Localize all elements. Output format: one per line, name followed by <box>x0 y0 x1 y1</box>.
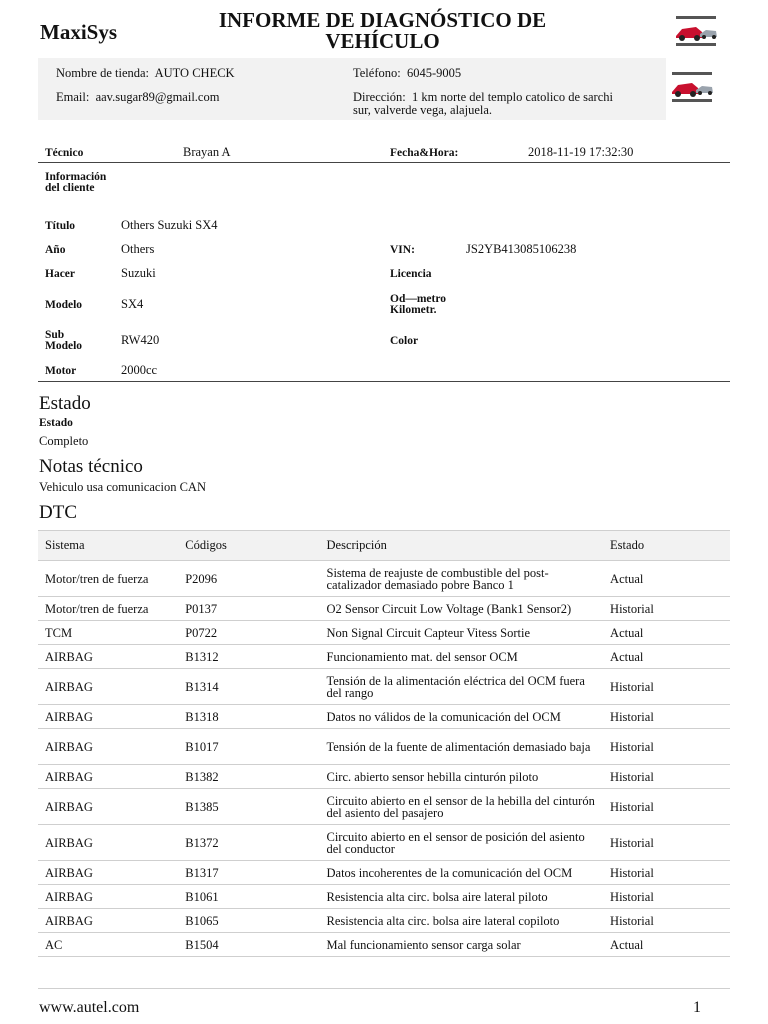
shop-name-label: Nombre de tienda: <box>56 66 150 80</box>
vehicle-title-label: Título <box>45 220 76 232</box>
technician-label: Técnico <box>45 147 84 159</box>
table-row <box>38 645 730 669</box>
datetime-value: 2018-11-19 17:32:30 <box>528 145 634 159</box>
cell-system: AIRBAG <box>38 789 178 825</box>
cell-system: AIRBAG <box>38 825 178 861</box>
cell-status: Actual <box>603 933 730 957</box>
page-number: 1 <box>693 999 701 1016</box>
cell-code: B1065 <box>178 909 319 933</box>
footer-url[interactable]: www.autel.com <box>39 999 140 1016</box>
cell-status: Actual <box>603 621 730 645</box>
table-row <box>38 909 730 933</box>
cell-code: B1314 <box>178 669 319 705</box>
shop-name-row <box>56 67 235 80</box>
shop-address-row <box>353 91 628 117</box>
cell-code: P0137 <box>178 597 319 621</box>
cell-status: Actual <box>603 645 730 669</box>
table-row <box>38 789 730 825</box>
cell-code: P2096 <box>178 561 319 597</box>
cell-system: AIRBAG <box>38 729 178 765</box>
cell-status: Historial <box>603 705 730 729</box>
cell-code: B1372 <box>178 825 319 861</box>
cell-description: Non Signal Circuit Capteur Vitess Sortie <box>320 621 604 645</box>
shop-email-row <box>56 91 219 104</box>
notes-text: Vehiculo usa comunicacion CAN <box>39 480 206 494</box>
shop-phone-label: Teléfono: <box>353 66 401 80</box>
cell-system: AIRBAG <box>38 885 178 909</box>
column-header-description: Descripción <box>320 531 604 561</box>
table-row <box>38 861 730 885</box>
cell-system: Motor/tren de fuerza <box>38 561 178 597</box>
cell-code: B1017 <box>178 729 319 765</box>
vehicle-title-value: Others Suzuki SX4 <box>121 218 218 232</box>
cell-code: P0722 <box>178 621 319 645</box>
shop-name: AUTO CHECK <box>154 66 235 80</box>
dtc-table <box>38 530 730 957</box>
cell-status: Actual <box>603 561 730 597</box>
divider-top <box>38 162 730 163</box>
shop-phone-row <box>353 67 461 80</box>
table-row <box>38 705 730 729</box>
cell-description: Mal funcionamiento sensor carga solar <box>320 933 604 957</box>
dtc-header-row <box>38 531 730 561</box>
cell-status: Historial <box>603 789 730 825</box>
table-row <box>38 621 730 645</box>
datetime-label: Fecha&Hora: <box>390 147 459 159</box>
cell-description: Datos incoherentes de la comunicación del OCM <box>320 861 604 885</box>
table-row <box>38 669 730 705</box>
license-label: Licencia <box>390 268 432 280</box>
cell-description: Funcionamiento mat. del sensor OCM <box>320 645 604 669</box>
vin-label: VIN: <box>390 244 415 256</box>
cell-description: Tensión de la fuente de alimentación demasiado baja <box>320 729 604 765</box>
table-row <box>38 825 730 861</box>
cell-status: Historial <box>603 909 730 933</box>
cell-code: B1317 <box>178 861 319 885</box>
cell-description: Resistencia alta circ. bolsa aire lateral piloto <box>320 885 604 909</box>
cell-description: O2 Sensor Circuit Low Voltage (Bank1 Sensor2) <box>320 597 604 621</box>
cell-description: Tensión de la alimentación eléctrica del OCM fuera del rango <box>320 669 604 705</box>
cell-description: Circuito abierto en el sensor de la hebilla del cinturón del asiento del pasajero <box>320 789 604 825</box>
cell-status: Historial <box>603 597 730 621</box>
shop-email: aav.sugar89@gmail.com <box>95 90 220 104</box>
customer-info-label: Información del cliente <box>45 171 107 194</box>
status-label: Estado <box>39 417 73 429</box>
shop-phone: 6045-9005 <box>406 66 462 80</box>
engine-label: Motor <box>45 365 77 377</box>
year-label: Año <box>45 244 66 256</box>
odometer-label: Od—metro Kilometr. <box>390 293 447 316</box>
column-header-status: Estado <box>603 531 730 561</box>
table-row <box>38 933 730 957</box>
year-value: Others <box>121 242 155 256</box>
model-label: Modelo <box>45 299 83 311</box>
table-row <box>38 561 730 597</box>
cell-system: AIRBAG <box>38 765 178 789</box>
cell-status: Historial <box>603 885 730 909</box>
table-row <box>38 885 730 909</box>
notes-heading: Notas técnico <box>39 456 143 477</box>
shop-info <box>38 58 730 120</box>
table-row <box>38 765 730 789</box>
cell-code: B1312 <box>178 645 319 669</box>
cell-code: B1504 <box>178 933 319 957</box>
cell-description: Sistema de reajuste de combustible del post-catalizador demasiado pobre Banco 1 <box>320 561 604 597</box>
status-value: Completo <box>39 434 89 448</box>
divider-vehicle <box>38 381 730 382</box>
column-header-system: Sistema <box>38 531 178 561</box>
make-label: Hacer <box>45 268 76 280</box>
make-value: Suzuki <box>121 266 156 280</box>
cell-status: Historial <box>603 825 730 861</box>
cell-status: Historial <box>603 669 730 705</box>
cell-system: AIRBAG <box>38 909 178 933</box>
cell-system: Motor/tren de fuerza <box>38 597 178 621</box>
table-row <box>38 729 730 765</box>
technician-value: Brayan A <box>183 145 231 159</box>
color-label: Color <box>390 335 419 347</box>
brand-name: MaxiSys <box>40 20 118 44</box>
cell-code: B1385 <box>178 789 319 825</box>
report-title: INFORME DE DIAGNÓSTICO DE VEHÍCULO <box>218 8 547 53</box>
cell-description: Circuito abierto en el sensor de posición del asiento del conductor <box>320 825 604 861</box>
model-value: SX4 <box>121 297 144 311</box>
car-logo-icon <box>672 14 720 48</box>
dtc-heading: DTC <box>39 502 77 523</box>
shop-address-label: Dirección: <box>353 90 406 104</box>
footer-divider <box>38 988 730 989</box>
cell-status: Historial <box>603 729 730 765</box>
cell-status: Historial <box>603 861 730 885</box>
cell-status: Historial <box>603 765 730 789</box>
shop-email-label: Email: <box>56 90 90 104</box>
cell-system: AIRBAG <box>38 705 178 729</box>
cell-system: AIRBAG <box>38 669 178 705</box>
cell-code: B1382 <box>178 765 319 789</box>
shop-logo-icon <box>668 70 716 104</box>
cell-description: Datos no válidos de la comunicación del OCM <box>320 705 604 729</box>
column-header-code: Códigos <box>178 531 319 561</box>
cell-code: B1318 <box>178 705 319 729</box>
cell-description: Resistencia alta circ. bolsa aire lateral copiloto <box>320 909 604 933</box>
submodel-label: Sub Modelo <box>45 329 83 352</box>
vin-value: JS2YB413085106238 <box>466 242 577 256</box>
cell-system: AIRBAG <box>38 645 178 669</box>
table-row <box>38 597 730 621</box>
shop-address: 1 km norte del templo catolico de sarchi sur, valverde vega, alajuela. <box>353 90 613 117</box>
cell-system: AC <box>38 933 178 957</box>
submodel-value: RW420 <box>121 333 160 347</box>
cell-description: Circ. abierto sensor hebilla cinturón piloto <box>320 765 604 789</box>
engine-value: 2000cc <box>121 363 158 377</box>
cell-system: TCM <box>38 621 178 645</box>
cell-system: AIRBAG <box>38 861 178 885</box>
status-heading: Estado <box>39 393 91 414</box>
cell-code: B1061 <box>178 885 319 909</box>
